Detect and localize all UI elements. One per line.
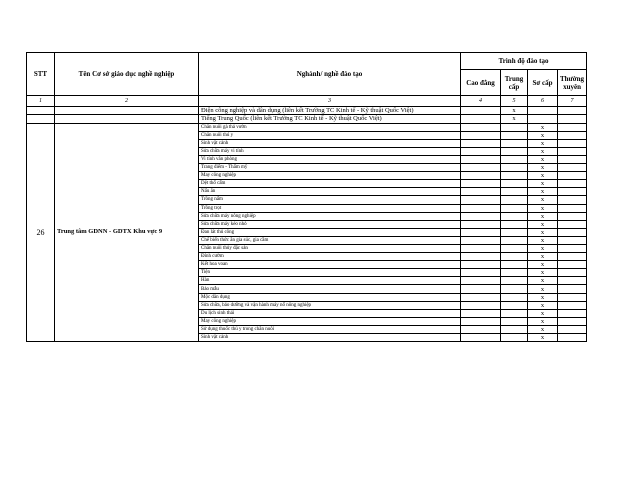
level-mark — [501, 325, 528, 333]
occupation-name: Chăn nuôi thủy đặc sản — [199, 245, 461, 253]
level-mark — [461, 155, 501, 163]
level-mark: x — [501, 115, 528, 123]
level-mark — [461, 269, 501, 277]
level-mark — [461, 277, 501, 285]
level-mark — [558, 172, 587, 180]
occupation-name: Dệt thổ cẩm — [199, 180, 461, 188]
occupation-name: Nấu ăn — [199, 188, 461, 196]
level-mark — [558, 236, 587, 244]
level-mark: x — [528, 245, 558, 253]
level-mark — [558, 180, 587, 188]
school-cell — [55, 107, 199, 115]
level-mark — [558, 164, 587, 172]
column-number: 2 — [55, 96, 199, 107]
level-mark — [501, 269, 528, 277]
occupation-name: Mộc dân dụng — [199, 293, 461, 301]
level-mark — [461, 245, 501, 253]
level-mark: x — [528, 131, 558, 139]
level-mark — [501, 334, 528, 342]
level-mark — [461, 188, 501, 196]
occupation-name: May công nghiệp — [199, 317, 461, 325]
level-mark: x — [528, 180, 558, 188]
level-mark — [501, 139, 528, 147]
occupation-name: May công nghiệp — [199, 172, 461, 180]
level-mark — [558, 293, 587, 301]
level-mark — [558, 107, 587, 115]
level-mark — [558, 334, 587, 342]
level-mark — [558, 131, 587, 139]
level-mark — [558, 245, 587, 253]
level-mark: x — [528, 285, 558, 293]
level-mark: x — [528, 220, 558, 228]
level-mark — [558, 309, 587, 317]
level-mark — [461, 172, 501, 180]
level-mark: x — [528, 301, 558, 309]
level-mark — [501, 261, 528, 269]
occupation-name: Chăn nuôi gà thả vườn — [199, 123, 461, 131]
occupation-name: Sinh vật cảnh — [199, 139, 461, 147]
level-mark: x — [528, 325, 558, 333]
occupation-name: Trồng trọt — [199, 204, 461, 212]
level-mark — [501, 204, 528, 212]
level-mark — [558, 147, 587, 155]
occupation-name: Đan lát thủ công — [199, 228, 461, 236]
level-mark: x — [528, 212, 558, 220]
level-mark — [558, 317, 587, 325]
level-mark — [461, 261, 501, 269]
table-row — [27, 107, 587, 115]
level-mark — [501, 131, 528, 139]
occupation-name: Hàn — [199, 277, 461, 285]
level-mark: x — [528, 139, 558, 147]
level-mark — [501, 155, 528, 163]
level-mark — [461, 196, 501, 204]
level-mark — [558, 188, 587, 196]
level-mark: x — [528, 236, 558, 244]
level-header-elementary: Sơ cấp — [528, 70, 558, 96]
level-header-regular: Thường xuyên — [558, 70, 587, 96]
level-mark: x — [528, 253, 558, 261]
column-number: 6 — [528, 96, 558, 107]
level-mark — [558, 261, 587, 269]
occupation-name: Vi tính văn phòng — [199, 155, 461, 163]
occupation-name: Sửa chữa, bảo dưỡng và vận hành máy nổ nông nghiệp — [199, 301, 461, 309]
level-mark — [558, 115, 587, 123]
level-mark — [501, 196, 528, 204]
occupation-name: Du lịch sinh thái — [199, 309, 461, 317]
level-mark: x — [501, 107, 528, 115]
level-mark: x — [528, 309, 558, 317]
column-number: 3 — [199, 96, 461, 107]
level-mark — [528, 115, 558, 123]
level-mark — [461, 131, 501, 139]
level-mark — [501, 212, 528, 220]
level-mark — [558, 139, 587, 147]
level-mark — [501, 309, 528, 317]
level-mark — [461, 180, 501, 188]
level-mark — [558, 277, 587, 285]
level-mark — [501, 285, 528, 293]
occupation-name: Chăn nuôi thú y — [199, 131, 461, 139]
level-mark — [558, 155, 587, 163]
column-number: 7 — [558, 96, 587, 107]
level-mark: x — [528, 269, 558, 277]
school-cell — [55, 115, 199, 123]
level-mark — [461, 220, 501, 228]
level-mark — [558, 285, 587, 293]
occupation-name: Điện công nghiệp và dân dụng (liên kết Trường TC Kinh tế - Kỹ thuật Quốc Việt) — [199, 107, 461, 115]
stt-cell — [27, 107, 55, 115]
level-mark — [461, 236, 501, 244]
occupation-name: Sửa chữa máy nông nghiệp — [199, 212, 461, 220]
column-number: 1 — [27, 96, 55, 107]
level-mark — [501, 277, 528, 285]
level-mark — [461, 317, 501, 325]
occupation-name: Trang điểm - Thẩm mỹ — [199, 164, 461, 172]
occupation-name: Tiện — [199, 269, 461, 277]
level-mark — [501, 253, 528, 261]
level-mark — [558, 196, 587, 204]
level-mark: x — [528, 293, 558, 301]
level-mark — [461, 334, 501, 342]
level-header-intermediate: Trung cấp — [501, 70, 528, 96]
occupation-name: Kết hoa voan — [199, 261, 461, 269]
level-mark — [501, 245, 528, 253]
level-mark: x — [528, 228, 558, 236]
column-number: 5 — [501, 96, 528, 107]
level-mark — [558, 325, 587, 333]
level-mark: x — [528, 196, 558, 204]
occupation-name: Chế biến thức ăn gia súc, gia cầm — [199, 236, 461, 244]
level-mark — [558, 269, 587, 277]
level-mark — [461, 204, 501, 212]
level-mark: x — [528, 155, 558, 163]
level-mark — [501, 164, 528, 172]
level-mark — [558, 204, 587, 212]
level-mark — [461, 107, 501, 115]
level-mark — [461, 228, 501, 236]
occupation-name: Trồng nấm — [199, 196, 461, 204]
level-mark: x — [528, 164, 558, 172]
level-mark — [558, 220, 587, 228]
level-mark — [501, 228, 528, 236]
level-mark — [501, 180, 528, 188]
school-header: Tên Cơ sở giáo dục nghề nghiệp — [55, 53, 199, 96]
level-mark — [528, 107, 558, 115]
level-mark — [461, 164, 501, 172]
level-mark: x — [528, 277, 558, 285]
stt-cell: 26 — [27, 123, 55, 342]
level-mark — [501, 123, 528, 131]
level-mark — [461, 309, 501, 317]
level-mark: x — [528, 188, 558, 196]
table-row — [27, 123, 587, 131]
occupation-name: Sử dụng thuốc thú y trong chăn nuôi — [199, 325, 461, 333]
level-mark — [501, 236, 528, 244]
level-mark: x — [528, 334, 558, 342]
occupation-name: Đính cườm — [199, 253, 461, 261]
level-header-college: Cao đẳng — [461, 70, 501, 96]
occupation-name: Sửa chữa máy kéo nhỏ — [199, 220, 461, 228]
level-mark — [558, 212, 587, 220]
level-mark — [461, 123, 501, 131]
level-mark — [501, 188, 528, 196]
level-mark — [501, 301, 528, 309]
stt-header: STT — [27, 53, 55, 96]
level-mark — [461, 285, 501, 293]
level-mark — [558, 123, 587, 131]
level-mark — [558, 253, 587, 261]
level-mark — [501, 293, 528, 301]
level-mark: x — [528, 172, 558, 180]
level-mark — [558, 301, 587, 309]
level-mark: x — [528, 261, 558, 269]
level-mark — [461, 253, 501, 261]
level-mark: x — [528, 147, 558, 155]
level-mark — [461, 115, 501, 123]
level-group-header: Trình độ đào tạo — [461, 53, 587, 70]
school-name: Trung tâm GDNN - GDTX Khu vực 9 — [55, 123, 199, 342]
level-mark — [501, 220, 528, 228]
occupation-name: Tiếng Trung Quốc (liên kết Trường TC Kinh tế - Kỹ thuật Quốc Việt) — [199, 115, 461, 123]
level-mark — [501, 147, 528, 155]
level-mark — [461, 139, 501, 147]
level-mark — [558, 228, 587, 236]
table-body — [27, 107, 587, 342]
occupation-name: Sửa chữa máy vi tính — [199, 147, 461, 155]
training-table — [26, 52, 587, 342]
stt-cell — [27, 115, 55, 123]
occupation-header: Nghành/ nghề đào tạo — [199, 53, 461, 96]
column-number: 4 — [461, 96, 501, 107]
level-mark — [461, 212, 501, 220]
occupation-name: Bảo mẫu — [199, 285, 461, 293]
occupation-name: Sinh vật cảnh — [199, 334, 461, 342]
table-row — [27, 115, 587, 123]
level-mark — [461, 293, 501, 301]
level-mark — [461, 301, 501, 309]
level-mark — [461, 147, 501, 155]
level-mark: x — [528, 317, 558, 325]
level-mark — [501, 172, 528, 180]
level-mark: x — [528, 123, 558, 131]
level-mark — [501, 317, 528, 325]
level-mark: x — [528, 204, 558, 212]
level-mark — [461, 325, 501, 333]
